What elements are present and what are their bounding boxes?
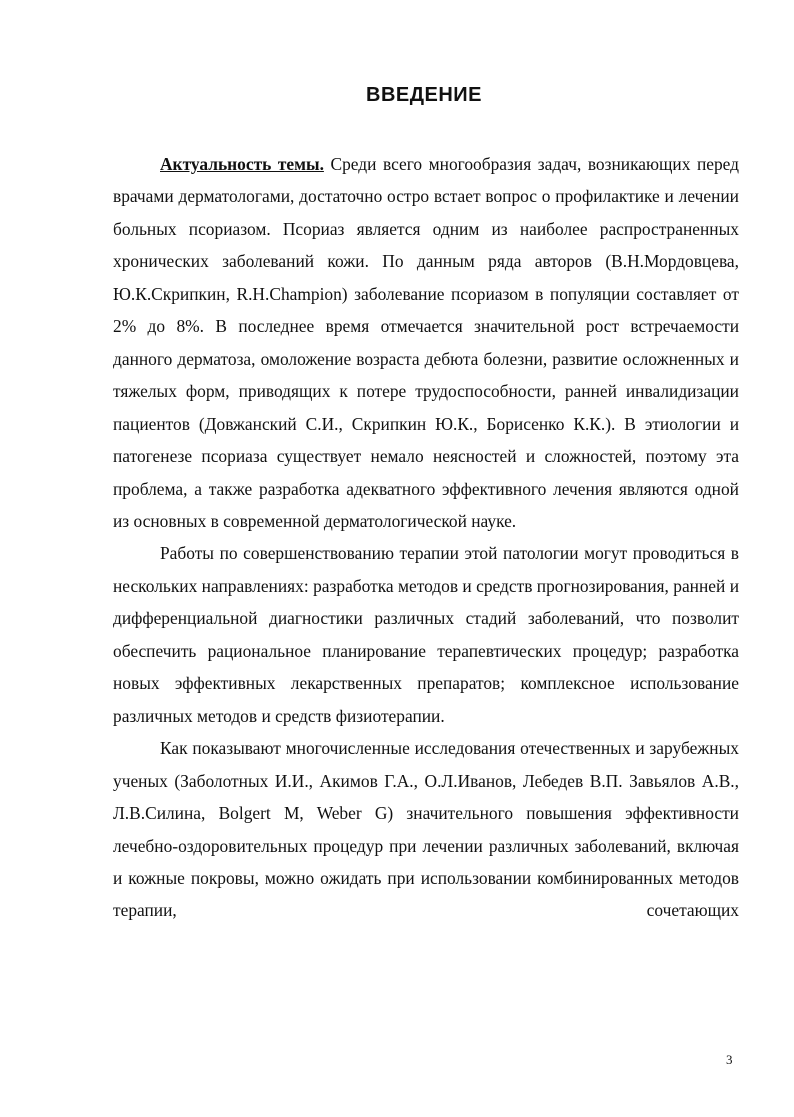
document-title: ВВЕДЕНИЕ — [366, 84, 482, 106]
document-body — [113, 148, 739, 927]
paragraph-therapy-directions — [113, 537, 739, 732]
paragraph-relevance — [113, 148, 739, 537]
paragraph-text: Как показывают многочисленные исследования отечественных и зарубежных ученых (Заболотных И.И., Акимов Г.А., О.Л.Иванов, Лебедев В.П. Завьялов А.В., Л.В.Силина, Bolgert M, Weber G) значительного повышения эффективности лечебно-оздоровительных процедур при лечении различных заболеваний, включая и кожные покровы, можно ожидать при использовании комбинированных методов терапии, сочетающих — [113, 738, 739, 921]
paragraph-text: Среди всего многообразия задач, возникающих перед врачами дерматологами, достаточно остро встает вопрос о профилактике и лечении больных псориазом. Псориаз является одним из наиболее распространенных хронических заболеваний кожи. По данным ряда авторов (В.Н.Мордовцева, Ю.К.Скрипкин, R.H.Champion) заболевание псориазом в популяции составляет от 2% до 8%. В последнее время отмечается значительной рост встречаемости данного дерматоза, омоложение возраста дебюта болезни, развитие осложненных и тяжелых форм, приводящих к потере трудоспособности, ранней инвалидизации пациентов (Довжанский С.И., Скрипкин Ю.К., Борисенко К.К.). В этиологии и патогенезе псориаза существует немало неясностей и сложностей, поэтому эта проблема, а также разработка адекватного эффективного лечения являются одной из основных в современной дерматологической науке. — [113, 154, 739, 531]
paragraph-lead: Актуальность темы. — [160, 154, 324, 174]
page-number: 3 — [726, 1052, 733, 1067]
paragraph-research — [113, 732, 739, 927]
paragraph-text: Работы по совершенствованию терапии этой патологии могут проводиться в нескольких направлениях: разработка методов и средств прогнозирования, ранней и дифференциальной диагностики различных стадий заболеваний, что позволит обеспечить рациональное планирование терапевтических процедур; разработка новых эффективных лекарственных препаратов; комплексное использование различных методов и средств физиотерапии. — [113, 543, 739, 726]
